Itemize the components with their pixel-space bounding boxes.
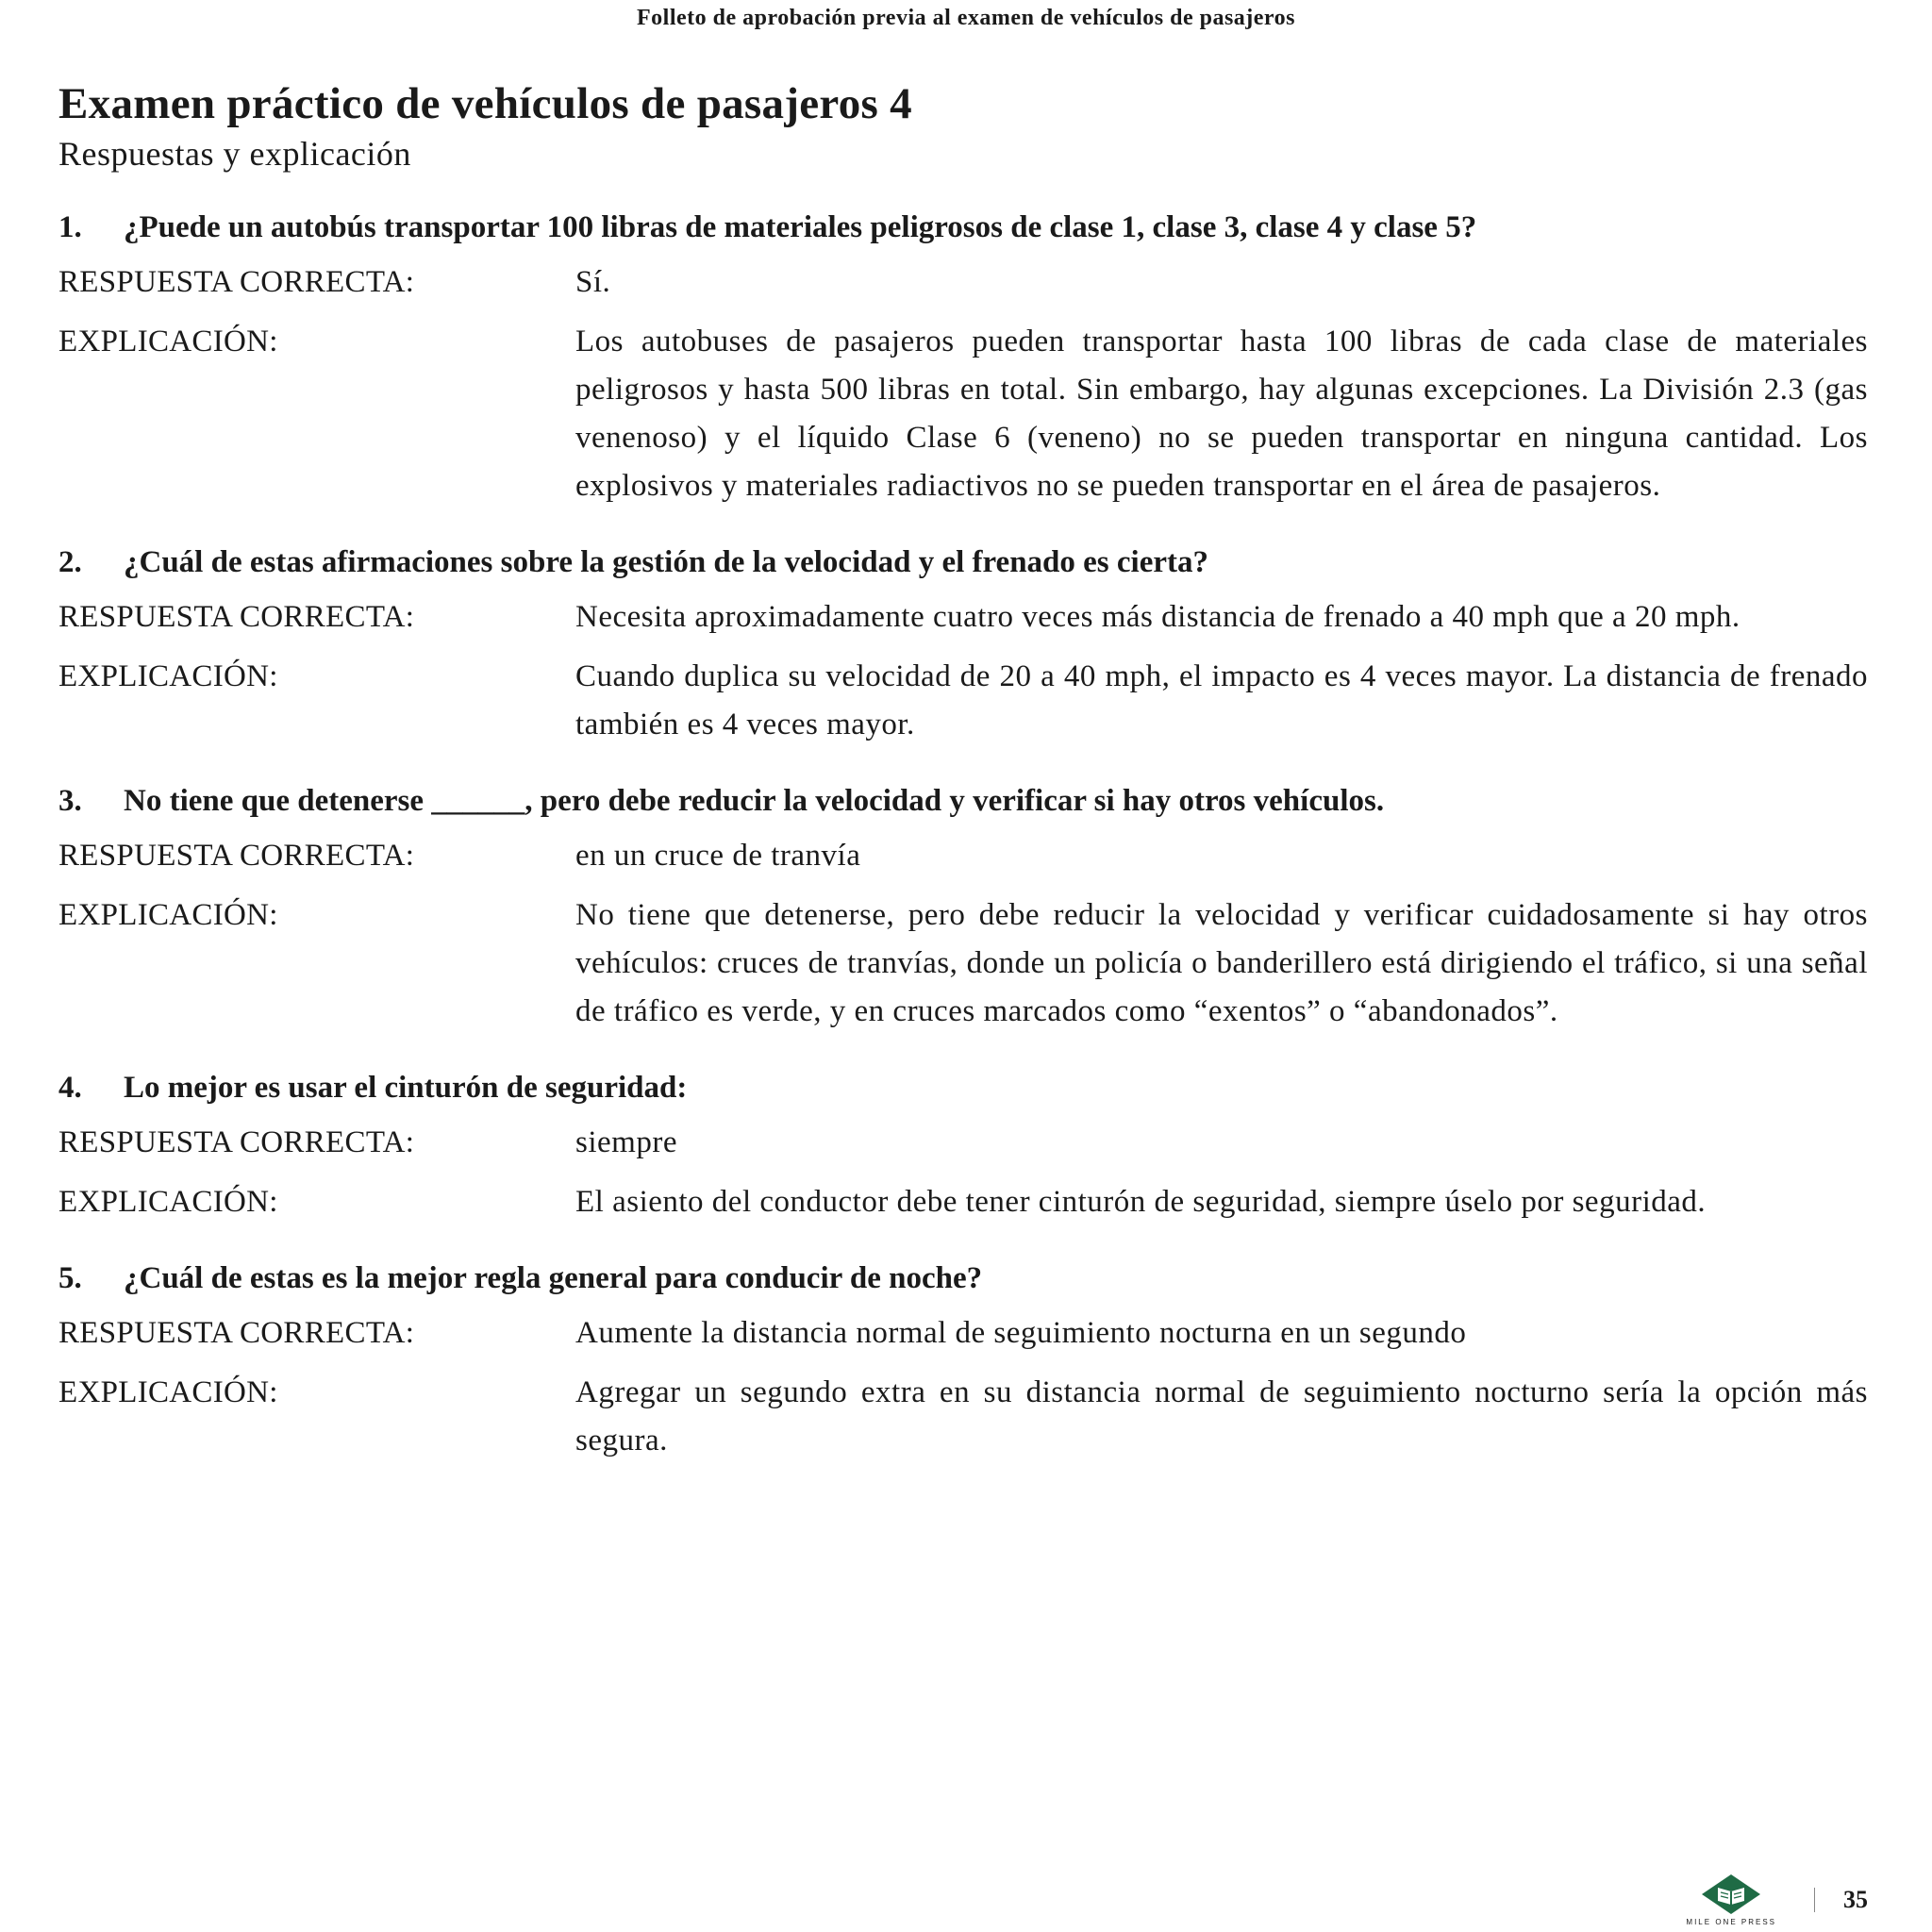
answer-row: [58, 593, 1868, 641]
footer-divider: [1814, 1888, 1815, 1912]
question-block-2: [58, 539, 1868, 749]
answer-label: RESPUESTA CORRECTA:: [58, 1125, 415, 1159]
explanation-text: No tiene que detenerse, pero debe reducir la velocidad y verificar cuidadosamente si hay otros vehículos: cruces de tranvías, donde un policía o banderillero está dirigiendo el tráfico, si una señal de tráfico es verde, y en cruces marcados como “exentos” o “abandonados”.: [575, 898, 1868, 1028]
question-number: 3.: [58, 784, 82, 818]
question-text: ¿Puede un autobús transportar 100 libras de materiales peligrosos de clase 1, clase 3, clase 4 y clase 5?: [124, 210, 1477, 244]
question-number: 4.: [58, 1071, 82, 1105]
question: [58, 777, 1868, 824]
answer-row: [58, 258, 1868, 307]
explanation-text: El asiento del conductor debe tener cinturón de seguridad, siempre úselo por seguridad.: [575, 1185, 1707, 1219]
answer-text: Sí.: [575, 265, 611, 299]
question-text: Lo mejor es usar el cinturón de seguridad:: [124, 1071, 688, 1105]
question: [58, 539, 1868, 586]
logo-text: MILE ONE PRESS: [1686, 1918, 1776, 1926]
explanation-label: EXPLICACIÓN:: [58, 1375, 278, 1409]
answer-text: Aumente la distancia normal de seguimiento nocturna en un segundo: [575, 1316, 1467, 1350]
explanation-text: Cuando duplica su velocidad de 20 a 40 mph, el impacto es 4 veces mayor. La distancia de frenado también es 4 veces mayor.: [575, 659, 1868, 741]
explanation-row: [58, 653, 1868, 749]
explanation-text: Los autobuses de pasajeros pueden transportar hasta 100 libras de cada clase de materiales peligrosos y hasta 500 libras en total. Sin embargo, hay algunas excepciones. La División 2.3 (gas venenoso) y el líquido Clase 6 (veneno) no se pueden transportar en ninguna cantidad. Los explosivos y materiales radiactivos no se pueden transportar en el área de pasajeros.: [575, 325, 1868, 503]
explanation-label: EXPLICACIÓN:: [58, 1185, 278, 1219]
explanation-text: Agregar un segundo extra en su distancia normal de seguimiento nocturno sería la opción más segura.: [575, 1375, 1868, 1457]
answer-label: RESPUESTA CORRECTA:: [58, 600, 415, 634]
explanation-row: [58, 318, 1868, 510]
explanation-label: EXPLICACIÓN:: [58, 659, 278, 693]
question: [58, 1064, 1868, 1111]
questions-list: [58, 204, 1868, 1465]
question-block-3: [58, 777, 1868, 1036]
explanation-row: [58, 1369, 1868, 1465]
publisher-logo: [1686, 1873, 1776, 1926]
question-text: No tiene que detenerse ______, pero debe reducir la velocidad y verificar si hay otros vehículos.: [124, 784, 1385, 818]
question-number: 2.: [58, 545, 82, 579]
answer-row: [58, 832, 1868, 880]
question-number: 5.: [58, 1261, 82, 1295]
answer-label: RESPUESTA CORRECTA:: [58, 1316, 415, 1350]
answer-label: RESPUESTA CORRECTA:: [58, 839, 415, 873]
page-subtitle: Respuestas y explicación: [58, 135, 411, 173]
question-block-5: [58, 1255, 1868, 1465]
page-content: [58, 77, 1868, 1493]
page-number: 35: [1843, 1885, 1868, 1913]
answer-label: RESPUESTA CORRECTA:: [58, 265, 415, 299]
book-diamond-logo-icon: [1700, 1873, 1762, 1916]
explanation-row: [58, 891, 1868, 1036]
explanation-row: [58, 1178, 1868, 1226]
answer-text: Necesita aproximadamente cuatro veces más distancia de frenado a 40 mph que a 20 mph.: [575, 600, 1740, 634]
answer-row: [58, 1309, 1868, 1357]
explanation-label: EXPLICACIÓN:: [58, 898, 278, 932]
question-number: 1.: [58, 210, 82, 244]
question-text: ¿Cuál de estas afirmaciones sobre la gestión de la velocidad y el frenado es cierta?: [124, 545, 1208, 579]
question-text: ¿Cuál de estas es la mejor regla general para conducir de noche?: [124, 1261, 983, 1295]
running-header: Folleto de aprobación previa al examen de vehículos de pasajeros: [637, 6, 1295, 30]
answer-text: siempre: [575, 1125, 677, 1159]
question-block-4: [58, 1064, 1868, 1226]
page-title: Examen práctico de vehículos de pasajeros 4: [58, 79, 912, 128]
question: [58, 204, 1868, 251]
answer-text: en un cruce de tranvía: [575, 839, 861, 873]
explanation-label: EXPLICACIÓN:: [58, 325, 278, 358]
answer-row: [58, 1119, 1868, 1167]
question-block-1: [58, 204, 1868, 510]
page-footer: [1686, 1873, 1868, 1926]
question: [58, 1255, 1868, 1302]
